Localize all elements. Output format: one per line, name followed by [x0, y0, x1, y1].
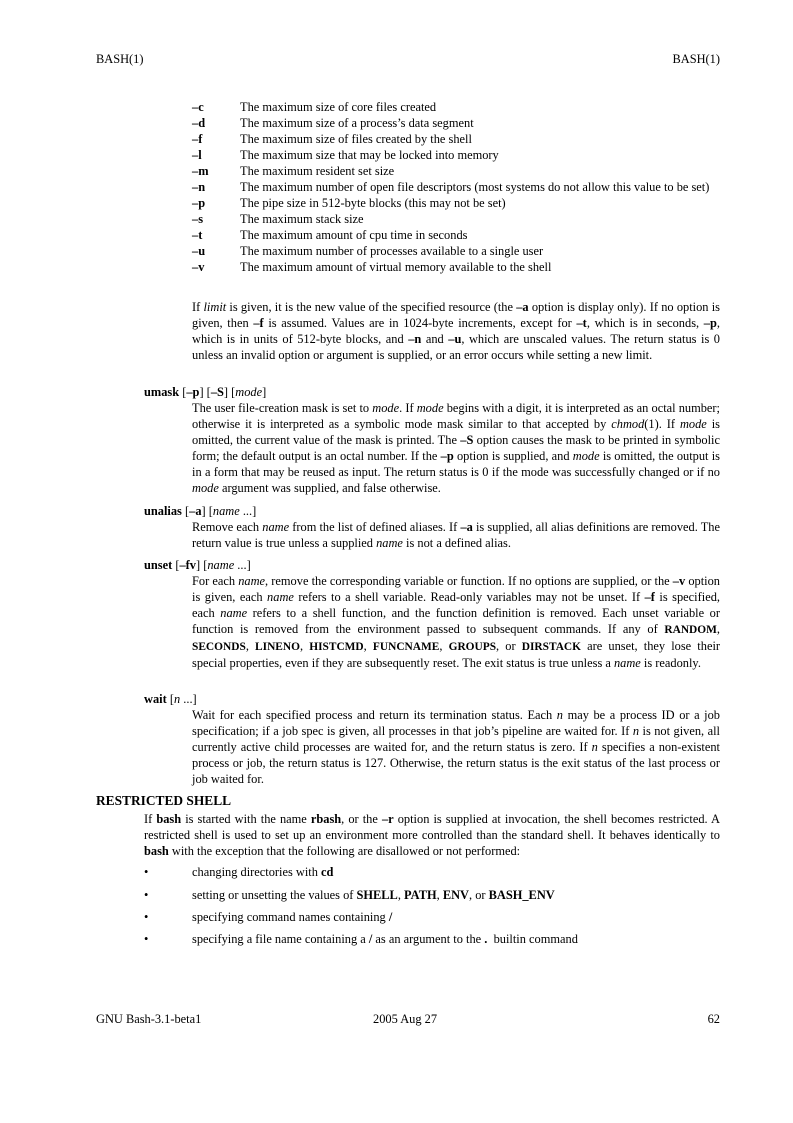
option-flag: –u — [192, 244, 206, 258]
page-number: 62 — [707, 1012, 720, 1026]
unset-description: For each name, remove the corresponding variable or function. If no options are supplied, or the –v option is given, each name refers to a shell variable. Read-only variables may not be unset. If –f is specified, each name refers to a shell function, and the function definition is removed. Each unset variable or function is removed from the environment passed to subsequent commands. If any of RANDOM, SECONDS, LINENO, HISTCMD, FUNCNAME, GROUPS, or DIRSTACK are unset, they lose their special properties, even if they are subsequently reset. The exit status is true unless a name is readonly. — [192, 574, 721, 670]
list-item: • specifying a file name containing a / as an argument to the . builtin command — [144, 932, 578, 946]
wait-synopsis: wait [n ...] — [144, 692, 197, 706]
ulimit-limit-paragraph: If limit is given, it is the new value of the specified resource (the –a option is display only). If no option is given, then –f is assumed. Values are in 1024-byte increments, except for –t, which is in seconds, –p, which is in units of 512-byte blocks, and –n and –u, which are unscaled values. The return status is 0 unless an invalid option or argument is supplied, or an error occurs while setting a new limit. — [192, 300, 720, 362]
option-row — [192, 99, 720, 115]
option-flag: –s — [192, 212, 204, 226]
option-flag: –d — [192, 116, 206, 130]
option-row — [192, 195, 720, 211]
option-desc: The maximum size of a process’s data segment — [240, 116, 474, 130]
list-item: • specifying command names containing / — [144, 910, 393, 924]
option-flag: –n — [192, 180, 206, 194]
umask-description: The user file-creation mask is set to mode. If mode begins with a digit, it is interpreted as an octal number; otherwise it is interpreted as a symbolic mode mask similar to that accepted by chmod(1). If mode is omitted, the current value of the mask is printed. The –S option causes the mask to be printed in symbolic form; the default output is an octal number. If the –p option is supplied, and mode is omitted, the output is in a form that may be reused as input. The return status is 0 if the mode was successfully changed or if no mode argument was supplied, and false otherwise. — [192, 401, 721, 495]
footer-version: GNU Bash-3.1-beta1 — [96, 1012, 202, 1026]
bullet-icon: • — [144, 932, 149, 946]
page-header — [96, 51, 720, 67]
option-flag: –l — [192, 148, 202, 162]
option-desc: The maximum size of files created by the shell — [240, 132, 472, 146]
option-flag: –f — [192, 132, 203, 146]
bullet-icon: • — [144, 910, 149, 924]
option-desc: The maximum size that may be locked into memory — [240, 148, 499, 162]
option-row — [192, 211, 720, 227]
option-desc: The maximum amount of cpu time in seconds — [240, 228, 468, 242]
section-heading-restricted-shell: RESTRICTED SHELL — [96, 793, 232, 808]
option-desc: The maximum stack size — [240, 212, 364, 226]
option-row — [192, 163, 720, 179]
bullet-icon: • — [144, 888, 149, 902]
option-flag: –t — [192, 228, 203, 242]
option-row — [192, 259, 720, 275]
unalias-description: Remove each name from the list of defined aliases. If –a is supplied, all alias definitions are removed. The return value is true unless a supplied name is not a defined alias. — [192, 520, 720, 550]
ulimit-options-list — [192, 99, 720, 275]
option-desc: The maximum number of processes available to a single user — [240, 244, 544, 258]
option-row — [192, 115, 720, 131]
option-desc: The maximum amount of virtual memory available to the shell — [240, 260, 552, 274]
restricted-shell-paragraph: If bash is started with the name rbash, or the –r option is supplied at invocation, the shell becomes restricted. A restricted shell is used to set up an environment more controlled than the standard shell. It behaves identically to bash with the exception that the following are disallowed or not performed: — [144, 812, 720, 858]
option-flag: –v — [192, 260, 205, 274]
option-desc: The maximum resident set size — [240, 164, 395, 178]
header-left: BASH(1) — [96, 52, 144, 66]
option-desc: The maximum number of open file descriptors (most systems do not allow this value to be set) — [240, 180, 710, 194]
bullet-icon: • — [144, 865, 149, 879]
option-desc: The maximum size of core files created — [240, 100, 437, 114]
option-row — [192, 147, 720, 163]
list-item: • setting or unsetting the values of SHELL, PATH, ENV, or BASH_ENV — [144, 888, 555, 902]
unalias-synopsis: unalias [–a] [name ...] — [144, 504, 257, 518]
header-right: BASH(1) — [672, 52, 720, 66]
wait-description: Wait for each specified process and return its termination status. Each n may be a process ID or a job specification; if a job spec is given, all processes in that job’s pipeline are waited for. If n is not given, all currently active child processes are waited for, and the return status is zero. If n specifies a non-existent process or job, the return status is 127. Otherwise, the return status is the exit status of the last process or job waited for. — [192, 708, 721, 786]
page-footer — [96, 1011, 720, 1027]
option-row — [192, 131, 720, 147]
option-row — [192, 227, 720, 243]
footer-date: 2005 Aug 27 — [373, 1012, 438, 1026]
option-desc: The pipe size in 512-byte blocks (this may not be set) — [240, 196, 506, 210]
option-flag: –p — [192, 196, 206, 210]
option-flag: –m — [192, 164, 209, 178]
option-row — [192, 179, 720, 195]
umask-synopsis: umask [–p] [–S] [mode] — [144, 385, 267, 399]
unset-synopsis: unset [–fv] [name ...] — [144, 558, 251, 572]
option-flag: –c — [192, 100, 204, 114]
list-item: • changing directories with cd — [144, 865, 334, 879]
option-row — [192, 243, 720, 259]
